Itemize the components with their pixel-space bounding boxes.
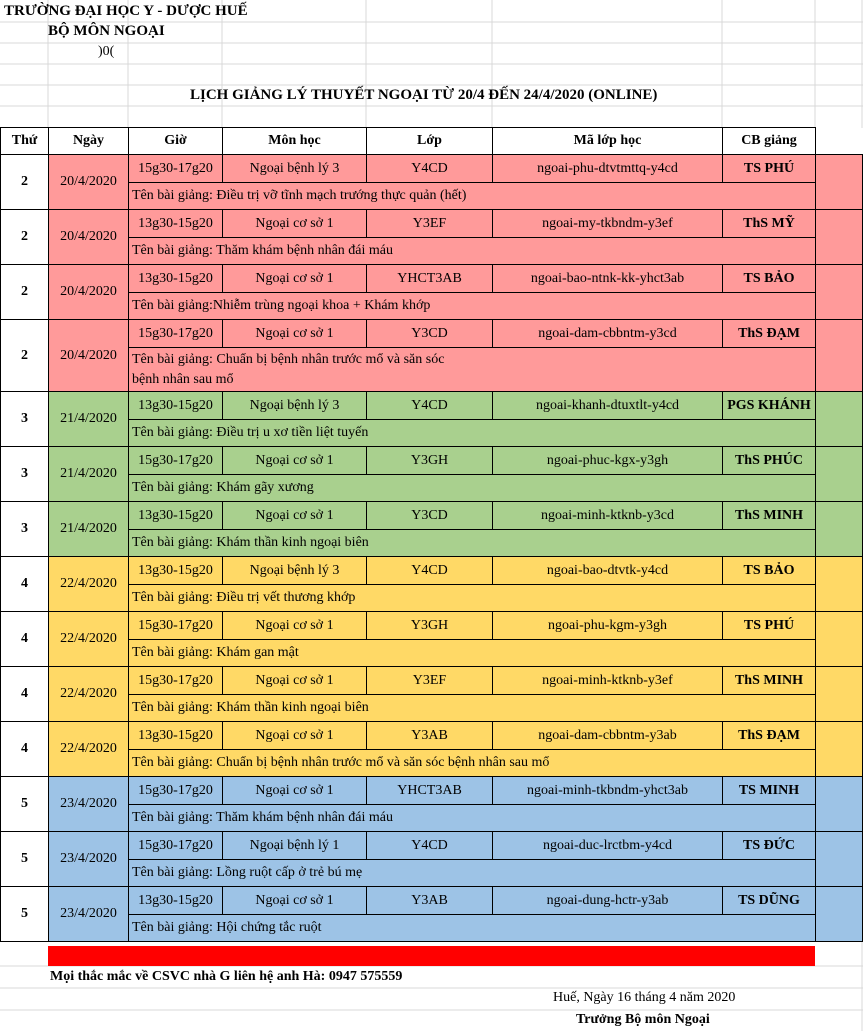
time-cell: 15g30-17g20	[129, 155, 223, 183]
table-row	[1, 667, 863, 695]
time-cell: 15g30-17g20	[129, 447, 223, 475]
lesson-row	[1, 293, 863, 320]
class-cell: Y3EF	[367, 210, 493, 238]
lecturer-cell: TS BẢO	[723, 557, 816, 585]
time-cell: 13g30-15g20	[129, 722, 223, 750]
subject-cell: Ngoại bệnh lý 1	[223, 832, 367, 860]
date-cell: 22/4/2020	[49, 722, 129, 777]
lesson-row	[1, 530, 863, 557]
table-row	[1, 612, 863, 640]
weekday-cell: 2	[1, 210, 49, 265]
subject-cell: Ngoại bệnh lý 3	[223, 155, 367, 183]
time-cell: 13g30-15g20	[129, 392, 223, 420]
class-code-cell: ngoai-bao-ntnk-kk-yhct3ab	[493, 265, 723, 293]
weekday-cell: 4	[1, 667, 49, 722]
red-divider-bar	[48, 946, 815, 966]
lesson-row	[1, 860, 863, 887]
lesson-row	[1, 585, 863, 612]
weekday-cell: 5	[1, 887, 49, 942]
class-code-cell: ngoai-minh-tkbndm-yhct3ab	[493, 777, 723, 805]
lesson-title-cell: Tên bài giảng: Lồng ruột cấp ở trẻ bú mẹ	[129, 860, 816, 887]
row-end-cell	[816, 320, 863, 392]
row-end-cell	[816, 447, 863, 502]
subject-cell: Ngoại cơ sở 1	[223, 667, 367, 695]
time-cell: 13g30-15g20	[129, 557, 223, 585]
weekday-cell: 2	[1, 265, 49, 320]
time-cell: 13g30-15g20	[129, 502, 223, 530]
class-code-cell: ngoai-phu-kgm-y3gh	[493, 612, 723, 640]
table-row	[1, 557, 863, 585]
lesson-title-cell: Tên bài giảng: Thăm khám bệnh nhân đái máu	[129, 238, 816, 265]
lesson-title-cell: Tên bài giảng: Chuẩn bị bệnh nhân trước mổ và săn sóc bệnh nhân sau mổ	[129, 348, 816, 392]
signing-date: Huế, Ngày 16 tháng 4 năm 2020	[553, 990, 736, 1005]
table-row	[1, 722, 863, 750]
table-row	[1, 447, 863, 475]
class-cell: Y3AB	[367, 722, 493, 750]
col-header-cb-giang: CB giảng	[723, 128, 816, 155]
weekday-cell: 4	[1, 612, 49, 667]
lecturer-cell: ThS ĐẠM	[723, 722, 816, 750]
date-cell: 21/4/2020	[49, 392, 129, 447]
col-header-thu: Thứ	[1, 128, 49, 155]
weekday-cell: 5	[1, 777, 49, 832]
class-cell: Y3GH	[367, 612, 493, 640]
class-code-cell: ngoai-duc-lrctbm-y4cd	[493, 832, 723, 860]
class-code-cell: ngoai-my-tkbndm-y3ef	[493, 210, 723, 238]
date-cell: 23/4/2020	[49, 887, 129, 942]
class-cell: Y3CD	[367, 320, 493, 348]
lesson-title-cell: Tên bài giảng: Điều trị vết thương khớp	[129, 585, 816, 612]
time-cell: 15g30-17g20	[129, 832, 223, 860]
lesson-title-cell: Tên bài giảng: Khám gãy xương	[129, 475, 816, 502]
lesson-row	[1, 640, 863, 667]
lesson-row	[1, 805, 863, 832]
subject-cell: Ngoại cơ sở 1	[223, 320, 367, 348]
lesson-title-cell: Tên bài giảng: Hội chứng tắc ruột	[129, 915, 816, 942]
lecturer-cell: ThS MINH	[723, 502, 816, 530]
table-row	[1, 887, 863, 915]
lesson-title-cell: Tên bài giảng: Điều trị vỡ tĩnh mạch trướng thực quản (hết)	[129, 183, 816, 210]
row-end-cell	[816, 832, 863, 887]
row-end-cell	[816, 557, 863, 612]
table-row	[1, 210, 863, 238]
subject-cell: Ngoại cơ sở 1	[223, 612, 367, 640]
lecturer-cell: ThS MỸ	[723, 210, 816, 238]
time-cell: 15g30-17g20	[129, 320, 223, 348]
lesson-title-cell: Tên bài giảng:Nhiễm trùng ngoại khoa + Khám khớp	[129, 293, 816, 320]
time-cell: 15g30-17g20	[129, 777, 223, 805]
date-cell: 20/4/2020	[49, 210, 129, 265]
class-cell: Y3EF	[367, 667, 493, 695]
contact-note: Mọi thắc mắc về CSVC nhà G liên hệ anh Hà: 0947 575559	[50, 969, 403, 984]
class-code-cell: ngoai-dam-cbbntm-y3cd	[493, 320, 723, 348]
lecturer-cell: TS PHÚ	[723, 612, 816, 640]
decorative-mark: )0(	[98, 44, 115, 59]
class-cell: Y4CD	[367, 832, 493, 860]
row-end-cell	[816, 502, 863, 557]
table-row	[1, 832, 863, 860]
weekday-cell: 5	[1, 832, 49, 887]
lesson-title-cell: Tên bài giảng: Khám thần kinh ngoại biên	[129, 530, 816, 557]
row-end-cell	[816, 392, 863, 447]
lecturer-cell: TS BẢO	[723, 265, 816, 293]
row-end-cell	[816, 722, 863, 777]
lecturer-cell: TS PHÚ	[723, 155, 816, 183]
table-row	[1, 265, 863, 293]
lesson-row	[1, 915, 863, 942]
lesson-title-cell: Tên bài giảng: Thăm khám bệnh nhân đái máu	[129, 805, 816, 832]
department-name: BỘ MÔN NGOẠI	[48, 23, 165, 39]
subject-cell: Ngoại bệnh lý 3	[223, 392, 367, 420]
date-cell: 20/4/2020	[49, 155, 129, 210]
lesson-title-cell: Tên bài giảng: Khám gan mật	[129, 640, 816, 667]
time-cell: 13g30-15g20	[129, 265, 223, 293]
class-code-cell: ngoai-dam-cbbntm-y3ab	[493, 722, 723, 750]
col-header-ma-lop-hoc: Mã lớp học	[493, 128, 723, 155]
class-cell: Y3AB	[367, 887, 493, 915]
subject-cell: Ngoại cơ sở 1	[223, 502, 367, 530]
weekday-cell: 4	[1, 557, 49, 612]
subject-cell: Ngoại cơ sở 1	[223, 447, 367, 475]
time-cell: 13g30-15g20	[129, 887, 223, 915]
weekday-cell: 3	[1, 502, 49, 557]
col-header-lop: Lớp	[367, 128, 493, 155]
class-cell: Y4CD	[367, 155, 493, 183]
weekday-cell: 4	[1, 722, 49, 777]
schedule-title: LỊCH GIẢNG LÝ THUYẾT NGOẠI TỪ 20/4 ĐẾN 24/4/2020 (ONLINE)	[190, 87, 658, 103]
time-cell: 13g30-15g20	[129, 210, 223, 238]
class-code-cell: ngoai-dung-hctr-y3ab	[493, 887, 723, 915]
subject-cell: Ngoại cơ sở 1	[223, 265, 367, 293]
subject-cell: Ngoại cơ sở 1	[223, 210, 367, 238]
schedule-table	[0, 127, 863, 942]
class-code-cell: ngoai-khanh-dtuxtlt-y4cd	[493, 392, 723, 420]
subject-cell: Ngoại bệnh lý 3	[223, 557, 367, 585]
lesson-row	[1, 238, 863, 265]
empty-header-cell	[816, 128, 863, 155]
col-header-gio: Giờ	[129, 128, 223, 155]
class-code-cell: ngoai-minh-ktknb-y3ef	[493, 667, 723, 695]
lesson-title-cell: Tên bài giảng: Điều trị u xơ tiền liệt tuyến	[129, 420, 816, 447]
lesson-row	[1, 475, 863, 502]
class-cell: Y4CD	[367, 392, 493, 420]
class-cell: YHCT3AB	[367, 265, 493, 293]
row-end-cell	[816, 777, 863, 832]
row-end-cell	[816, 155, 863, 210]
subject-cell: Ngoại cơ sở 1	[223, 777, 367, 805]
lecturer-cell: TS MINH	[723, 777, 816, 805]
lesson-title-cell: Tên bài giảng: Chuẩn bị bệnh nhân trước mổ và săn sóc bệnh nhân sau mổ	[129, 750, 816, 777]
date-cell: 23/4/2020	[49, 832, 129, 887]
row-end-cell	[816, 667, 863, 722]
date-cell: 22/4/2020	[49, 612, 129, 667]
weekday-cell: 3	[1, 447, 49, 502]
date-cell: 21/4/2020	[49, 447, 129, 502]
lecturer-cell: PGS KHÁNH	[723, 392, 816, 420]
lesson-title-cell: Tên bài giảng: Khám thần kinh ngoại biên	[129, 695, 816, 722]
class-cell: Y3GH	[367, 447, 493, 475]
subject-cell: Ngoại cơ sở 1	[223, 722, 367, 750]
date-cell: 20/4/2020	[49, 320, 129, 392]
lesson-row	[1, 420, 863, 447]
weekday-cell: 2	[1, 320, 49, 392]
subject-cell: Ngoại cơ sở 1	[223, 887, 367, 915]
time-cell: 15g30-17g20	[129, 612, 223, 640]
table-header-row	[1, 128, 863, 155]
date-cell: 21/4/2020	[49, 502, 129, 557]
date-cell: 22/4/2020	[49, 667, 129, 722]
lecturer-cell: ThS MINH	[723, 667, 816, 695]
lesson-row	[1, 348, 863, 392]
lecturer-cell: ThS ĐẠM	[723, 320, 816, 348]
table-row	[1, 392, 863, 420]
date-cell: 20/4/2020	[49, 265, 129, 320]
lesson-row	[1, 695, 863, 722]
weekday-cell: 3	[1, 392, 49, 447]
table-row	[1, 502, 863, 530]
row-end-cell	[816, 887, 863, 942]
class-cell: Y3CD	[367, 502, 493, 530]
lecturer-cell: ThS PHÚC	[723, 447, 816, 475]
lesson-row	[1, 750, 863, 777]
weekday-cell: 2	[1, 155, 49, 210]
school-name: TRƯỜNG ĐẠI HỌC Y - DƯỢC HUẾ	[4, 3, 248, 19]
col-header-mon-hoc: Môn học	[223, 128, 367, 155]
row-end-cell	[816, 210, 863, 265]
class-code-cell: ngoai-phuc-kgx-y3gh	[493, 447, 723, 475]
time-cell: 15g30-17g20	[129, 667, 223, 695]
date-cell: 22/4/2020	[49, 557, 129, 612]
class-code-cell: ngoai-bao-dtvtk-y4cd	[493, 557, 723, 585]
lecturer-cell: TS ĐỨC	[723, 832, 816, 860]
class-code-cell: ngoai-phu-dtvtmttq-y4cd	[493, 155, 723, 183]
date-cell: 23/4/2020	[49, 777, 129, 832]
lecturer-cell: TS DŨNG	[723, 887, 816, 915]
row-end-cell	[816, 612, 863, 667]
lesson-row	[1, 183, 863, 210]
class-cell: Y4CD	[367, 557, 493, 585]
signer-title: Trưởng Bộ môn Ngoại	[576, 1012, 710, 1027]
table-row	[1, 155, 863, 183]
table-row	[1, 320, 863, 348]
row-end-cell	[816, 265, 863, 320]
table-row	[1, 777, 863, 805]
col-header-ngay: Ngày	[49, 128, 129, 155]
class-code-cell: ngoai-minh-ktknb-y3cd	[493, 502, 723, 530]
class-cell: YHCT3AB	[367, 777, 493, 805]
